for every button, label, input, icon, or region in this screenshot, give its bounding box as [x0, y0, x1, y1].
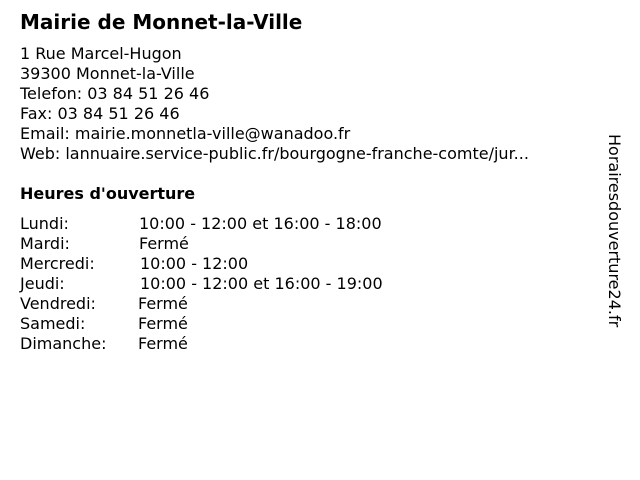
fax-number: Fax: 03 84 51 26 46 — [20, 104, 180, 123]
day-hours: 10:00 - 12:00 et 16:00 - 18:00 — [139, 214, 382, 233]
day-label: Mardi: — [20, 234, 70, 253]
day-label: Lundi: — [20, 214, 69, 233]
day-hours: Fermé — [139, 234, 189, 253]
day-hours: Fermé — [138, 294, 188, 313]
contact-block — [20, 44, 529, 164]
city-address: 39300 Monnet-la-Ville — [20, 64, 195, 83]
day-label: Jeudi: — [20, 274, 65, 293]
site-watermark: Horairesdouverture24.fr — [605, 134, 624, 328]
day-label: Vendredi: — [20, 294, 96, 313]
day-hours: Fermé — [138, 334, 188, 353]
day-hours: 10:00 - 12:00 — [140, 254, 249, 273]
day-hours: Fermé — [138, 314, 188, 333]
day-label: Dimanche: — [20, 334, 107, 353]
street-address: 1 Rue Marcel-Hugon — [20, 44, 182, 63]
website-link: Web: lannuaire.service-public.fr/bourgogne-franche-comte/jur... — [20, 144, 529, 163]
day-label: Mercredi: — [20, 254, 95, 273]
email-address: Email: mairie.monnetla-ville@wanadoo.fr — [20, 124, 351, 143]
page-title: Mairie de Monnet-la-Ville — [20, 10, 303, 34]
day-label: Samedi: — [20, 314, 86, 333]
hours-heading: Heures d'ouverture — [20, 184, 196, 203]
phone-number: Telefon: 03 84 51 26 46 — [20, 84, 210, 103]
day-hours: 10:00 - 12:00 et 16:00 - 19:00 — [140, 274, 383, 293]
